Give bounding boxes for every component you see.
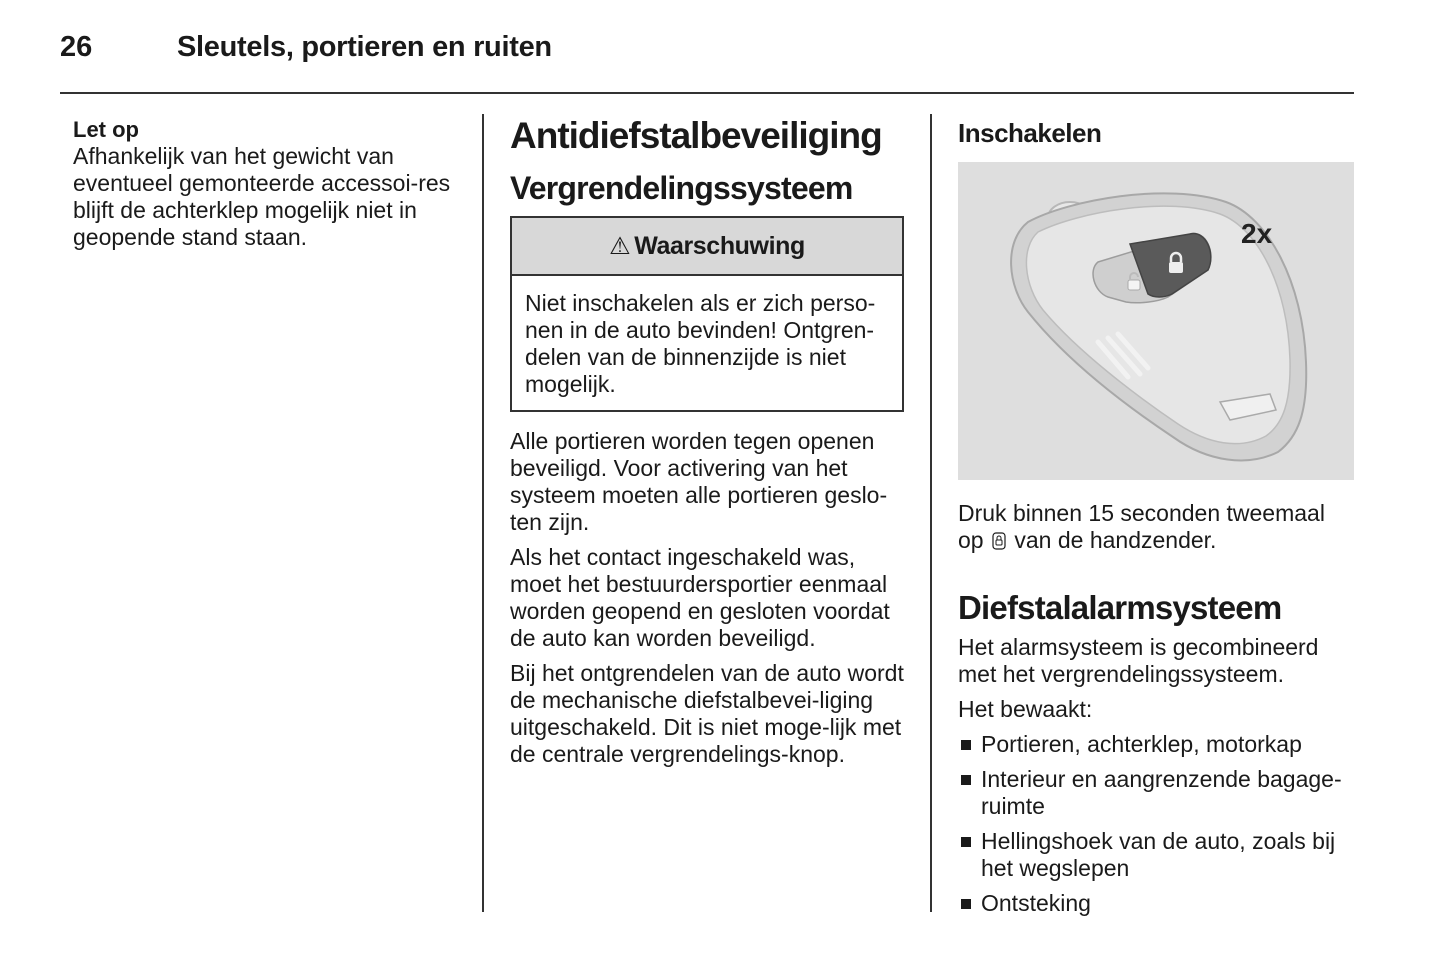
subsection-title: Vergrendelingssysteem (510, 170, 853, 206)
bullet-icon (961, 837, 971, 847)
monitored-list (958, 731, 1354, 917)
lock-icon (992, 532, 1006, 550)
bullet-icon (961, 899, 971, 909)
list-item: Portieren, achterklep, motorkap (958, 731, 1354, 758)
warning-text: Niet inschakelen als er zich perso-nen in de auto bevinden! Ontgren-delen van de binnenzijde is niet mogelijk. (525, 290, 876, 397)
column-divider-left (482, 114, 484, 912)
column-note (73, 114, 463, 251)
inschakelen-text (958, 500, 1354, 554)
column-divider-right (930, 114, 932, 912)
section-title: Antidiefstalbeveiliging (510, 115, 882, 156)
alarm-title: Diefstalalarmsysteem (958, 589, 1282, 626)
bullet-icon (961, 775, 971, 785)
paragraph-3: Bij het ontgrendelen van de auto wordt de mechanische diefstalbevei-liging uitgeschakeld. Dit is niet moge-lijk met de centrale vergrendelings-knop. (510, 660, 904, 767)
key-fob-figure (958, 162, 1354, 480)
list-item: Ontsteking (958, 890, 1354, 917)
alarm-paragraph-2: Het bewaakt: (958, 696, 1093, 722)
list-item: Hellingshoek van de auto, zoals bij het wegslepen (958, 828, 1354, 882)
page-header (60, 28, 1354, 94)
column-antitheft (510, 114, 905, 768)
paragraph-2: Als het contact ingeschakeld was, moet het bestuurdersportier eenmaal worden geopend en gesloten voordat de auto kan worden beveiligd. (510, 544, 890, 651)
warning-triangle-icon: ⚠ (609, 232, 631, 260)
column-activation (958, 114, 1354, 925)
inschakelen-title: Inschakelen (958, 118, 1102, 148)
list-item: Interieur en aangrenzende bagage-ruimte (958, 766, 1354, 820)
chapter-title: Sleutels, portieren en ruiten (177, 31, 552, 63)
alarm-paragraph-1: Het alarmsysteem is gecombineerd met het vergrendelingssysteem. (958, 634, 1319, 687)
inschakelen-text-after: van de handzender. (1014, 527, 1217, 553)
warning-title: Waarschuwing (634, 231, 805, 260)
paragraph-1: Alle portieren worden tegen openen beveiligd. Voor activering van het systeem moeten alle portieren geslo-ten zijn. (510, 428, 888, 535)
warning-header (512, 218, 902, 276)
note-text: Afhankelijk van het gewicht van eventueel gemonteerde accessoi-res blijft de achterklep mogelijk niet in geopende stand staan. (73, 143, 451, 250)
warning-body (512, 276, 902, 410)
inschakelen-text-before: Druk binnen 15 seconden tweemaal op (958, 500, 1325, 553)
bullet-icon (961, 740, 971, 750)
page-number: 26 (60, 31, 93, 63)
warning-box (510, 216, 904, 412)
key-fob-illustration (958, 162, 1354, 480)
note-title: Let op (73, 117, 139, 142)
press-count-label: 2x (1241, 218, 1273, 249)
